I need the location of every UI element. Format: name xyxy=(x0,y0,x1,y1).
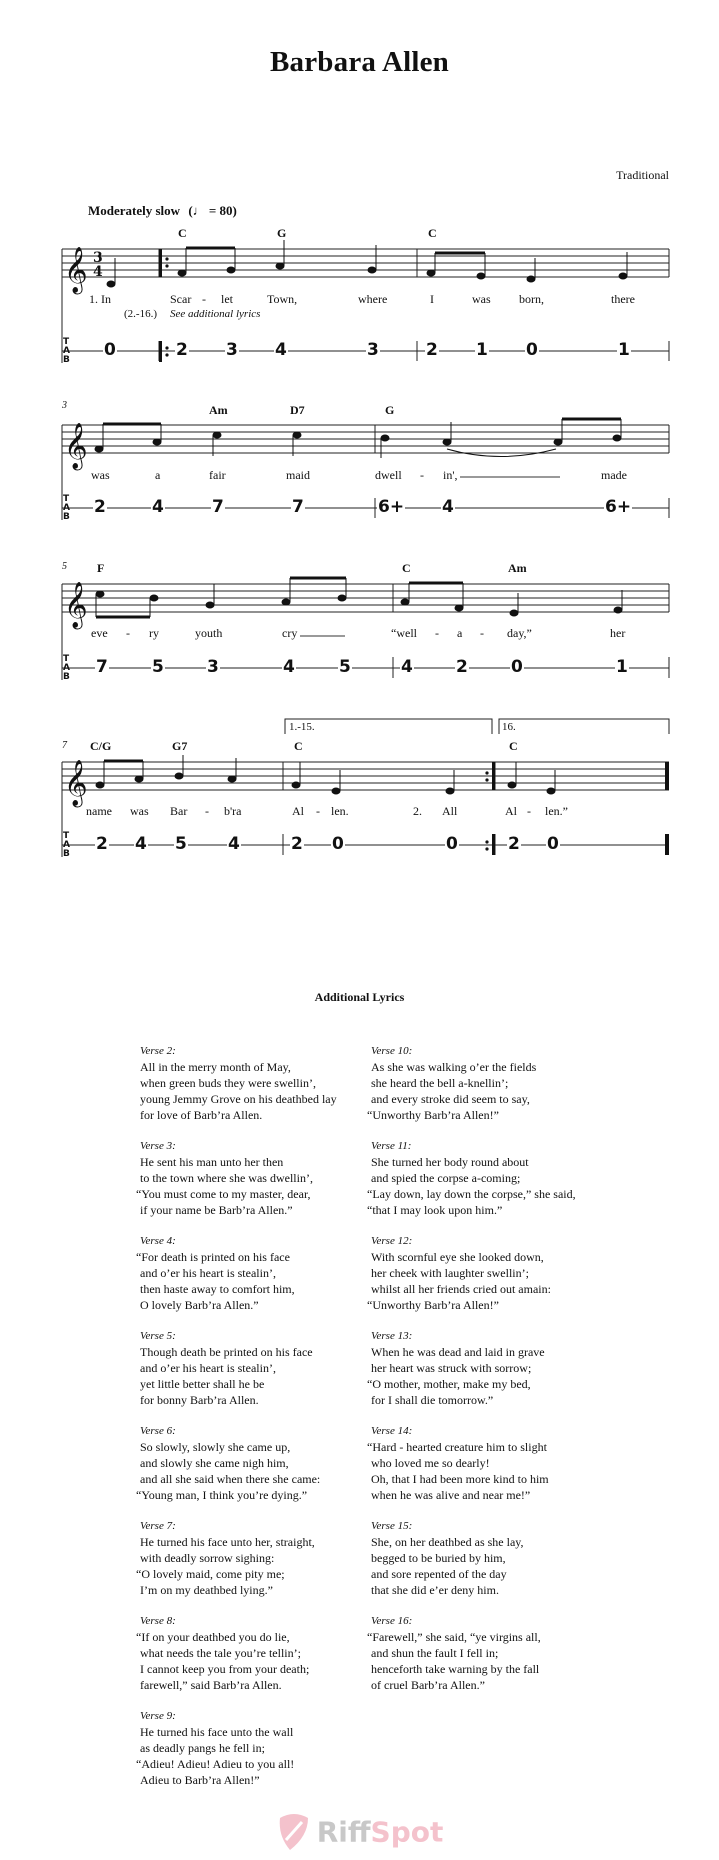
lyric-hyphen: - xyxy=(202,292,206,306)
lyric: b'ra xyxy=(224,804,242,818)
verse-label: Verse 9: xyxy=(140,1710,176,1723)
lyric: maid xyxy=(286,468,310,482)
verse-block xyxy=(136,1139,351,1219)
verse-range: (2.-16.) xyxy=(124,308,157,320)
svg-text:A: A xyxy=(63,663,70,673)
lyric: a xyxy=(457,626,463,640)
verse-line: “Young man, I think you’re dying.” xyxy=(136,1487,308,1502)
tab-hole: 4 xyxy=(135,834,147,854)
chord-c-over-g: C/G xyxy=(90,739,112,753)
verse-line: for bonny Barb’ra Allen. xyxy=(140,1392,259,1407)
verse-line: when he was alive and near me!” xyxy=(371,1487,531,1502)
verse-label: Verse 15: xyxy=(371,1520,413,1533)
verse-block xyxy=(367,1519,607,1599)
verse-line: yet little better shall he be xyxy=(140,1376,265,1391)
verse-line: with deadly sorrow sighing: xyxy=(140,1550,275,1565)
lyric: her xyxy=(610,626,626,640)
lyric: was xyxy=(91,468,110,482)
tab-hole: 7 xyxy=(96,657,108,677)
notation-graphics xyxy=(0,0,719,900)
verse-line: to the town where she was dwellin’, xyxy=(140,1170,313,1185)
verse-line: if your name be Barb’ra Allen.” xyxy=(140,1202,293,1217)
verse-line: “Unworthy Barb’ra Allen!” xyxy=(367,1297,499,1312)
tab-hole: 2 xyxy=(456,657,468,677)
chord-g: G xyxy=(385,403,395,417)
lyric: was xyxy=(472,292,491,306)
verse-line: when green buds they were swellin’, xyxy=(140,1075,316,1090)
tab-hole: 6+ xyxy=(605,497,632,517)
treble-clef-icon: 𝄞 xyxy=(64,760,88,806)
lyric: name xyxy=(86,804,112,818)
verse-line: and o’er his heart is stealin’, xyxy=(140,1265,276,1280)
treble-clef-icon: 𝄞 xyxy=(64,582,88,628)
verse-label: Verse 16: xyxy=(371,1615,413,1628)
lyric: fair xyxy=(209,468,226,482)
verse-line: Oh, that I had been more kind to him xyxy=(371,1471,549,1486)
chord-g: G xyxy=(277,226,287,240)
lyric: 1. In xyxy=(89,292,111,306)
verse-line: He turned his face unto her, straight, xyxy=(140,1535,315,1550)
lyric: made xyxy=(601,468,627,482)
tab-hole: 1 xyxy=(618,340,630,360)
tab-hole: 2 xyxy=(176,340,188,360)
lyric-hyphen: - xyxy=(420,468,424,482)
verse-line: her heart was struck with sorrow; xyxy=(371,1360,532,1375)
volta-16: 16. xyxy=(502,721,516,733)
verse-block xyxy=(367,1044,607,1124)
verse-label: Verse 4: xyxy=(140,1235,176,1248)
lyric: in', xyxy=(443,468,458,482)
lyric: ry xyxy=(149,626,159,640)
chord-c: C xyxy=(178,226,187,240)
verse-line: who loved me so dearly! xyxy=(371,1455,490,1470)
lyric: 2. xyxy=(413,804,422,818)
verse-line: I’m on my deathbed lying.” xyxy=(140,1582,273,1597)
verse-line: O lovely Barb’ra Allen.” xyxy=(140,1297,259,1312)
verse-line: “You must come to my master, dear, xyxy=(136,1186,311,1201)
svg-text:B: B xyxy=(63,512,70,522)
verse-label: Verse 10: xyxy=(371,1045,413,1057)
verse-label: Verse 13: xyxy=(371,1330,413,1343)
tab-hole: 5 xyxy=(175,834,187,854)
verse-block xyxy=(136,1044,351,1124)
verse-block xyxy=(136,1709,351,1789)
verse-line: She turned her body round about xyxy=(371,1154,529,1169)
tab-hole: 0 xyxy=(526,340,538,360)
lyric-hyphen: - xyxy=(316,804,320,818)
tab-hole: 4 xyxy=(275,340,287,360)
verse-block xyxy=(367,1139,607,1219)
lyric: where xyxy=(358,292,388,306)
verse-line: what needs the tale you’re tellin’; xyxy=(140,1646,301,1660)
riffspot-logo xyxy=(0,1812,719,1852)
verse-label: Verse 5: xyxy=(140,1330,176,1343)
verse-block xyxy=(136,1424,351,1504)
tab-hole: 2 xyxy=(508,834,520,854)
chord-c: C xyxy=(294,739,303,753)
logo-text-riff: Riff xyxy=(316,1815,371,1849)
lyric: eve xyxy=(91,626,108,640)
verse-line: With scornful eye she looked down, xyxy=(371,1249,544,1264)
verse-line: that she did e’er deny him. xyxy=(371,1582,499,1597)
verse-line: Though death be printed on his face xyxy=(140,1345,313,1359)
lyric-hyphen: - xyxy=(205,804,209,818)
lyric-hyphen: - xyxy=(480,626,484,640)
verse-line: He sent his man unto her then xyxy=(140,1154,284,1169)
svg-text:A: A xyxy=(63,346,70,356)
verse-block xyxy=(367,1329,607,1409)
lyric: Town, xyxy=(267,292,298,306)
verse-line: as deadly pangs he fell in; xyxy=(140,1741,265,1756)
verse-line: As she was walking o’er the fields xyxy=(371,1059,537,1074)
tab-hole: 3 xyxy=(207,657,219,677)
song-title: Barbara Allen xyxy=(269,46,450,78)
volta-1-15: 1.-15. xyxy=(289,721,315,733)
lyric: All xyxy=(442,804,458,818)
tab-hole: 2 xyxy=(291,834,303,854)
tab-hole: 4 xyxy=(228,834,240,854)
chord-am: Am xyxy=(209,403,228,417)
verse-line: I cannot keep you from your death; xyxy=(140,1661,310,1676)
additional-lyrics-title: Additional Lyrics xyxy=(314,990,405,1004)
lyric: Al xyxy=(505,804,517,818)
verse-line: “Hard - hearted creature him to slight xyxy=(367,1440,547,1455)
lyric: cry xyxy=(282,626,298,640)
verse-label: Verse 11: xyxy=(371,1140,412,1153)
lyric: was xyxy=(130,804,149,818)
verse-line: and every stroke did seem to say, xyxy=(371,1091,530,1106)
logo-text-spot: Spot xyxy=(370,1815,444,1849)
chord-c: C xyxy=(428,226,437,240)
tab-hole: 4 xyxy=(283,657,295,677)
verse-label: Verse 7: xyxy=(140,1520,176,1533)
verse-block xyxy=(136,1614,351,1694)
svg-text:T: T xyxy=(63,337,70,347)
verse-block xyxy=(367,1234,607,1314)
lyric: I xyxy=(430,292,434,306)
lyric: a xyxy=(155,468,161,482)
verse-line: begged to be buried by him, xyxy=(371,1550,506,1565)
tab-hole: 4 xyxy=(152,497,164,517)
tab-hole: 2 xyxy=(426,340,438,360)
verse-label: Verse 8: xyxy=(140,1615,176,1628)
lyric-hyphen: - xyxy=(527,804,531,818)
tab-hole: 2 xyxy=(96,834,108,854)
verse-line: “Farewell,” she said, “ye virgins all, xyxy=(367,1630,541,1645)
tab-hole: 3 xyxy=(367,340,379,360)
verse-line: So slowly, slowly she came up, xyxy=(140,1440,291,1455)
verse-line: and shun the fault I fell in; xyxy=(371,1646,499,1660)
svg-text:T: T xyxy=(63,831,70,841)
lyric: born, xyxy=(519,292,544,306)
verse-line: and o’er his heart is stealin’, xyxy=(140,1360,276,1375)
lyric: youth xyxy=(195,626,223,640)
tab-hole: 2 xyxy=(94,497,106,517)
lyrics-left-column xyxy=(136,1044,351,1804)
lyric: Bar xyxy=(170,804,188,818)
chord-am: Am xyxy=(508,561,527,575)
tab-hole: 1 xyxy=(476,340,488,360)
verse-line: young Jemmy Grove on his deathbed lay xyxy=(140,1091,337,1106)
verse-line: “O lovely maid, come pity me; xyxy=(136,1566,285,1581)
verse-line: whilst all her friends cried out amain: xyxy=(371,1281,551,1296)
system-4-staff xyxy=(62,719,669,857)
verse-line: for I shall die tomorrow.” xyxy=(371,1392,494,1407)
verse-line: Adieu to Barb’ra Allen!” xyxy=(140,1772,260,1787)
lyric: day,” xyxy=(507,626,532,640)
svg-text:A: A xyxy=(63,503,70,513)
lyric: Al xyxy=(292,804,304,818)
svg-text:B: B xyxy=(63,672,70,682)
lyric: let xyxy=(221,292,233,306)
verse-label: Verse 14: xyxy=(371,1425,413,1438)
tab-hole: 4 xyxy=(401,657,413,677)
verse-line: and sore repented of the day xyxy=(371,1566,507,1581)
lyric: len.” xyxy=(545,804,568,818)
svg-text:T: T xyxy=(63,494,70,504)
lyric: there xyxy=(611,292,635,306)
verse-line: henceforth take warning by the fall xyxy=(371,1661,540,1676)
tab-hole: 0 xyxy=(547,834,559,854)
chord-f: F xyxy=(97,561,105,575)
verse-line: her cheek with laughter swellin’; xyxy=(371,1265,529,1280)
verse-block xyxy=(367,1424,607,1504)
svg-text:B: B xyxy=(63,355,70,365)
lyric: “well xyxy=(391,626,417,640)
tab-hole: 7 xyxy=(212,497,224,517)
lyric-hyphen: - xyxy=(126,626,130,640)
tab-hole: 5 xyxy=(152,657,164,677)
lyric: Scar xyxy=(170,292,192,306)
svg-text:3: 3 xyxy=(93,250,103,266)
verse-line: “For death is printed on his face xyxy=(136,1249,290,1264)
see-additional-lyrics-note: See additional lyrics xyxy=(170,308,261,320)
svg-text:B: B xyxy=(63,849,70,859)
tempo-bpm: (♩ = 80) xyxy=(188,203,237,218)
chord-c: C xyxy=(402,561,411,575)
verse-block xyxy=(136,1234,351,1314)
tab-hole: 0 xyxy=(511,657,523,677)
verse-block xyxy=(367,1614,607,1694)
verse-line: She, on her deathbed as she lay, xyxy=(371,1535,524,1550)
verse-line: she heard the bell a-knellin’; xyxy=(371,1075,509,1090)
verse-line: farewell,” said Barb’ra Allen. xyxy=(140,1677,282,1692)
lyric-hyphen: - xyxy=(435,626,439,640)
verse-line: He turned his face unto the wall xyxy=(140,1725,294,1740)
verse-line: then haste away to comfort him, xyxy=(140,1281,295,1296)
verse-line: and all she said when there she came: xyxy=(140,1471,321,1486)
tab-hole: 7 xyxy=(292,497,304,517)
lyric: dwell xyxy=(375,468,402,482)
composer-credit: Traditional xyxy=(616,168,669,182)
verse-line: “Adieu! Adieu! Adieu to you all! xyxy=(136,1756,295,1771)
measure-number: 3 xyxy=(62,400,67,411)
measure-number: 7 xyxy=(62,740,67,751)
tab-hole: 0 xyxy=(446,834,458,854)
tempo-text: Moderately slow xyxy=(88,203,181,218)
verse-line: and slowly she came nigh him, xyxy=(140,1455,289,1470)
verse-line: of cruel Barb’ra Allen.” xyxy=(371,1677,485,1692)
svg-text:T: T xyxy=(63,654,70,664)
tab-hole: 0 xyxy=(104,340,116,360)
tab-hole: 4 xyxy=(442,497,454,517)
guitar-pick-icon xyxy=(276,1812,312,1852)
lyric: len. xyxy=(331,804,349,818)
verse-line: When he was dead and laid in grave xyxy=(371,1345,545,1359)
verse-label: Verse 2: xyxy=(140,1045,176,1057)
svg-text:A: A xyxy=(63,840,70,850)
verse-label: Verse 12: xyxy=(371,1235,413,1248)
verse-block xyxy=(136,1519,351,1599)
svg-text:4: 4 xyxy=(93,264,103,280)
measure-number: 5 xyxy=(62,561,67,572)
tab-hole: 6+ xyxy=(378,497,405,517)
chord-c: C xyxy=(509,739,518,753)
verse-label: Verse 3: xyxy=(140,1140,176,1153)
tab-hole: 5 xyxy=(339,657,351,677)
tab-hole: 1 xyxy=(616,657,628,677)
verse-line: “Lay down, lay down the corpse,” she said, xyxy=(367,1186,576,1201)
treble-clef-icon: 𝄞 xyxy=(64,423,88,469)
chord-g7: G7 xyxy=(172,739,188,753)
verse-block xyxy=(136,1329,351,1409)
treble-clef-icon: 𝄞 xyxy=(64,247,88,293)
verse-line: All in the merry month of May, xyxy=(140,1059,291,1074)
verse-label: Verse 6: xyxy=(140,1425,176,1438)
tab-hole: 0 xyxy=(332,834,344,854)
verse-line: and spied the corpse a-coming; xyxy=(371,1170,521,1185)
tab-hole: 3 xyxy=(226,340,238,360)
lyrics-right-column xyxy=(367,1044,607,1709)
verse-line: “O mother, mother, make my bed, xyxy=(367,1376,531,1391)
verse-line: “that I may look upon him.” xyxy=(367,1202,503,1217)
verse-line: “If on your deathbed you do lie, xyxy=(136,1630,290,1645)
verse-line: “Unworthy Barb’ra Allen!” xyxy=(367,1107,499,1122)
verse-line: for love of Barb’ra Allen. xyxy=(140,1107,263,1122)
chord-d7: D7 xyxy=(290,403,305,417)
